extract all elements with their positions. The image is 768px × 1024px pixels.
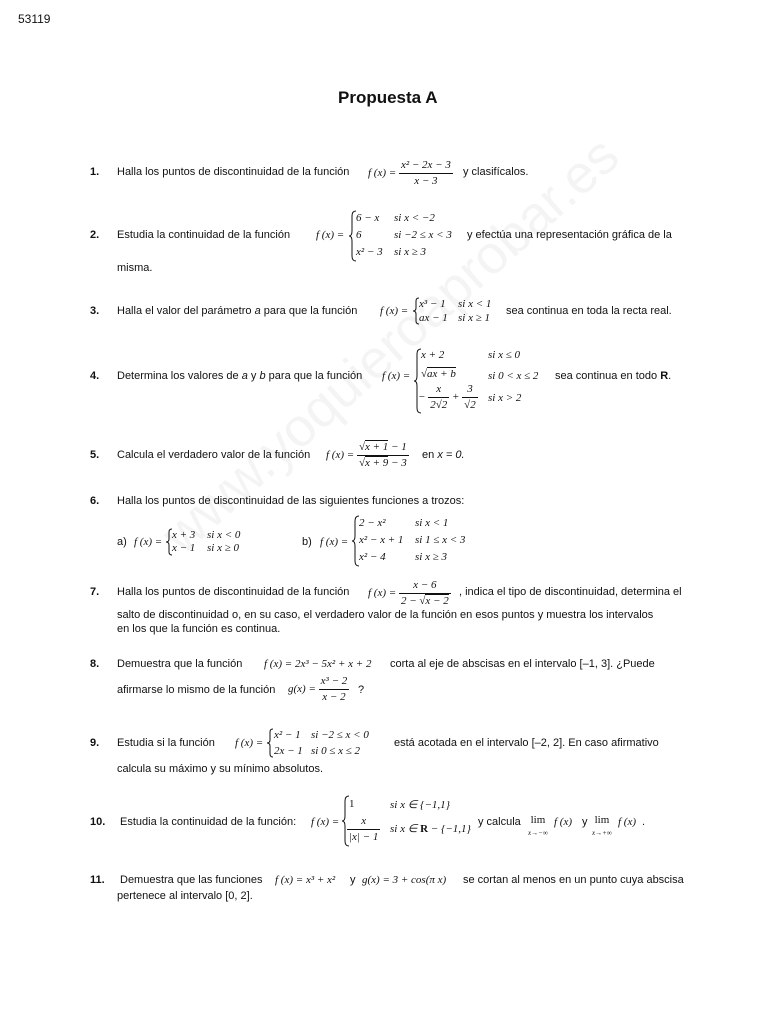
- problem-11-function-g: g(x) = 3 + cos(π x): [362, 874, 447, 886]
- problem-4-case-1-expr: x + 2: [421, 349, 445, 361]
- problem-2-number: 2.: [90, 229, 100, 241]
- problem-9-text-middle: está acotada en el intervalo [–2, 2]. En caso afirmativo: [394, 737, 659, 749]
- problem-6b-case-1-expr: 2 − x²: [359, 517, 386, 529]
- problem-5-function: f (x) = $\frac{√x + 1 - 1}{√x + 9 - 3}$: [326, 441, 407, 469]
- problem-2-case-3-expr: x² − 3: [356, 246, 383, 258]
- problem-6-number: 6.: [90, 495, 100, 507]
- problem-1-text: Halla los puntos de discontinuidad de la función: [117, 166, 350, 178]
- problem-11-text-line-2: pertenece al intervalo [0, 2].: [117, 890, 253, 902]
- problem-6a-label: a): [117, 536, 127, 548]
- problem-3-text: Halla el valor del parámetro a para que la función: [117, 305, 358, 317]
- problem-4-number: 4.: [90, 370, 100, 382]
- problem-2-fx: f (x) =: [316, 229, 345, 241]
- problem-6b-case-3-cond: si x ≥ 3: [415, 551, 448, 563]
- document-id: 53119: [18, 12, 51, 26]
- problem-8-function-f: f (x) = 2x³ − 5x² + x + 2: [264, 658, 372, 670]
- problem-5-number: 5.: [90, 449, 100, 461]
- problem-10-case-2-cond: si x ∈ R − {−1,1}: [390, 823, 471, 835]
- problem-4-text-end: sea continua en todo R.: [555, 370, 672, 382]
- problem-10-and: y: [582, 816, 588, 828]
- problem-5-text-end: en x = 0.: [422, 449, 465, 461]
- problem-10-text-middle: y calcula: [478, 816, 521, 828]
- problem-2-case-2-cond: si −2 ≤ x < 3: [394, 229, 452, 241]
- problem-6b-label: b): [302, 536, 312, 548]
- problem-9-case-1-cond: si −2 ≤ x < 0: [311, 729, 369, 741]
- problem-6b-case-2-cond: si 1 ≤ x < 3: [415, 534, 466, 546]
- problem-10-limit-1: lim x→−∞: [528, 814, 548, 837]
- problem-3-case-2-cond: si x ≥ 1: [458, 312, 491, 324]
- problem-2-text-middle: y efectúa una representación gráfica de la: [467, 229, 672, 241]
- problem-7-number: 7.: [90, 586, 100, 598]
- problem-4-case-2-cond: si 0 < x ≤ 2: [488, 370, 539, 382]
- problem-2-case-3-cond: si x ≥ 3: [394, 246, 427, 258]
- problem-1-text-end: y clasifícalos.: [463, 166, 529, 178]
- page-title: Propuesta A: [338, 88, 438, 107]
- problem-7-text-line-2: salto de discontinuidad o, en su caso, el verdadero valor de la función en esos puntos y muestra los intervalos: [117, 609, 654, 621]
- problem-9-text: Estudia si la función: [117, 737, 215, 749]
- problem-9-case-2-cond: si 0 ≤ x ≤ 2: [311, 745, 361, 757]
- problem-1-function: f (x) = $\frac{\text{x² − 2x − 3}}{x - 3}$: [368, 159, 451, 187]
- problem-9-case-1-expr: x² − 1: [274, 729, 301, 741]
- problem-4-case-3-cond: si x > 2: [488, 392, 522, 404]
- problem-6a-case-2-cond: si x ≥ 0: [207, 542, 240, 554]
- problem-9-brace: [267, 728, 274, 758]
- problem-9-case-2-expr: 2x − 1: [274, 745, 303, 757]
- problem-6a-case-2-expr: x − 1: [172, 542, 196, 554]
- problem-11-text: Demuestra que las funciones: [120, 874, 263, 886]
- problem-6a-fx: f (x) =: [134, 536, 163, 548]
- problem-3-fx: f (x) =: [380, 305, 409, 317]
- problem-11-text-middle: se cortan al menos en un punto cuya abscisa: [463, 874, 684, 886]
- problem-9-fx: f (x) =: [235, 737, 264, 749]
- problem-8-text-line-2: afirmarse lo mismo de la función: [117, 684, 276, 696]
- problem-8-text: Demuestra que la función: [117, 658, 243, 670]
- problem-7-text-line-3: en los que la función es continua.: [117, 623, 281, 635]
- problem-7-text: Halla los puntos de discontinuidad de la función: [117, 586, 350, 598]
- problem-2-case-1-expr: 6 − x: [356, 212, 380, 224]
- problem-5-text: Calcula el verdadero valor de la función: [117, 449, 311, 461]
- problem-10-limit-2-fx: f (x): [618, 816, 637, 828]
- problem-4-case-2-expr: √ax + b: [421, 368, 456, 380]
- problem-2-text: Estudia la continuidad de la función: [117, 229, 291, 241]
- problem-6a-case-1-expr: x + 3: [172, 529, 196, 541]
- problem-10-dot: .: [642, 816, 646, 828]
- problem-10-case-1-expr: 1: [349, 798, 355, 810]
- problem-3-case-1-cond: si x < 1: [458, 298, 492, 310]
- problem-9-number: 9.: [90, 737, 100, 749]
- problem-7-text-middle: , indica el tipo de discontinuidad, determina el: [459, 586, 682, 598]
- problem-3-case-2-expr: ax − 1: [419, 312, 448, 324]
- problem-10-case-1-cond: si x ∈ {−1,1}: [390, 799, 451, 811]
- problem-6b-case-2-expr: x² − x + 1: [359, 534, 404, 546]
- problem-2-case-1-cond: si x < −2: [394, 212, 435, 224]
- problem-11-and: y: [350, 874, 356, 886]
- problem-8-number: 8.: [90, 658, 100, 670]
- problem-9-text-line-2: calcula su máximo y su mínimo absolutos.: [117, 763, 324, 775]
- problem-4-case-1-cond: si x ≤ 0: [488, 349, 521, 361]
- problem-3-case-1-expr: x³ − 1: [419, 298, 446, 310]
- problem-2-text-end: misma.: [117, 262, 153, 274]
- problem-8-text-end: ?: [358, 684, 365, 696]
- problem-8-function-g: g(x) = $\frac{\text{x³ − 2}}{x - 2}$: [288, 675, 348, 703]
- problem-7-function: f (x) = $\frac{x - 6}{2 - √x - 2}$: [368, 579, 449, 607]
- problem-4-case-3-expr: − $\frac{x}{2√2}$ + $\frac{3}{√2}$: [418, 383, 476, 411]
- problem-11-number: 11.: [90, 874, 105, 886]
- problem-6b-case-3-expr: x² − 4: [359, 551, 386, 563]
- problem-6-text: Halla los puntos de discontinuidad de las siguientes funciones a trozos:: [117, 495, 465, 507]
- problem-6b-case-1-cond: si x < 1: [415, 517, 449, 529]
- problem-10-limit-2: lim x→+∞: [592, 814, 612, 837]
- problem-2-case-2-expr: 6: [356, 229, 362, 241]
- problem-4-fx: f (x) =: [382, 370, 411, 382]
- problem-10-number: 10.: [90, 816, 106, 828]
- problem-1-number: 1.: [90, 166, 100, 178]
- problem-10-text: Estudia la continuidad de la función:: [120, 816, 297, 828]
- problem-11-function-f: f (x) = x³ + x²: [275, 874, 336, 886]
- problem-10-case-2-expr: $\frac{x}{|x| - 1}$: [349, 815, 379, 843]
- problem-6a-case-1-cond: si x < 0: [207, 529, 241, 541]
- problem-3-number: 3.: [90, 305, 100, 317]
- problem-10-limit-1-fx: f (x): [554, 816, 573, 828]
- problem-8-text-middle: corta al eje de abscisas en el intervalo [–1, 3]. ¿Puede: [390, 658, 655, 670]
- problem-6b-fx: f (x) =: [320, 536, 349, 548]
- problem-10-fx: f (x) =: [311, 816, 340, 828]
- problem-3-text-end: sea continua en toda la recta real.: [506, 305, 672, 317]
- problem-4-text: Determina los valores de a y b para que la función: [117, 370, 363, 382]
